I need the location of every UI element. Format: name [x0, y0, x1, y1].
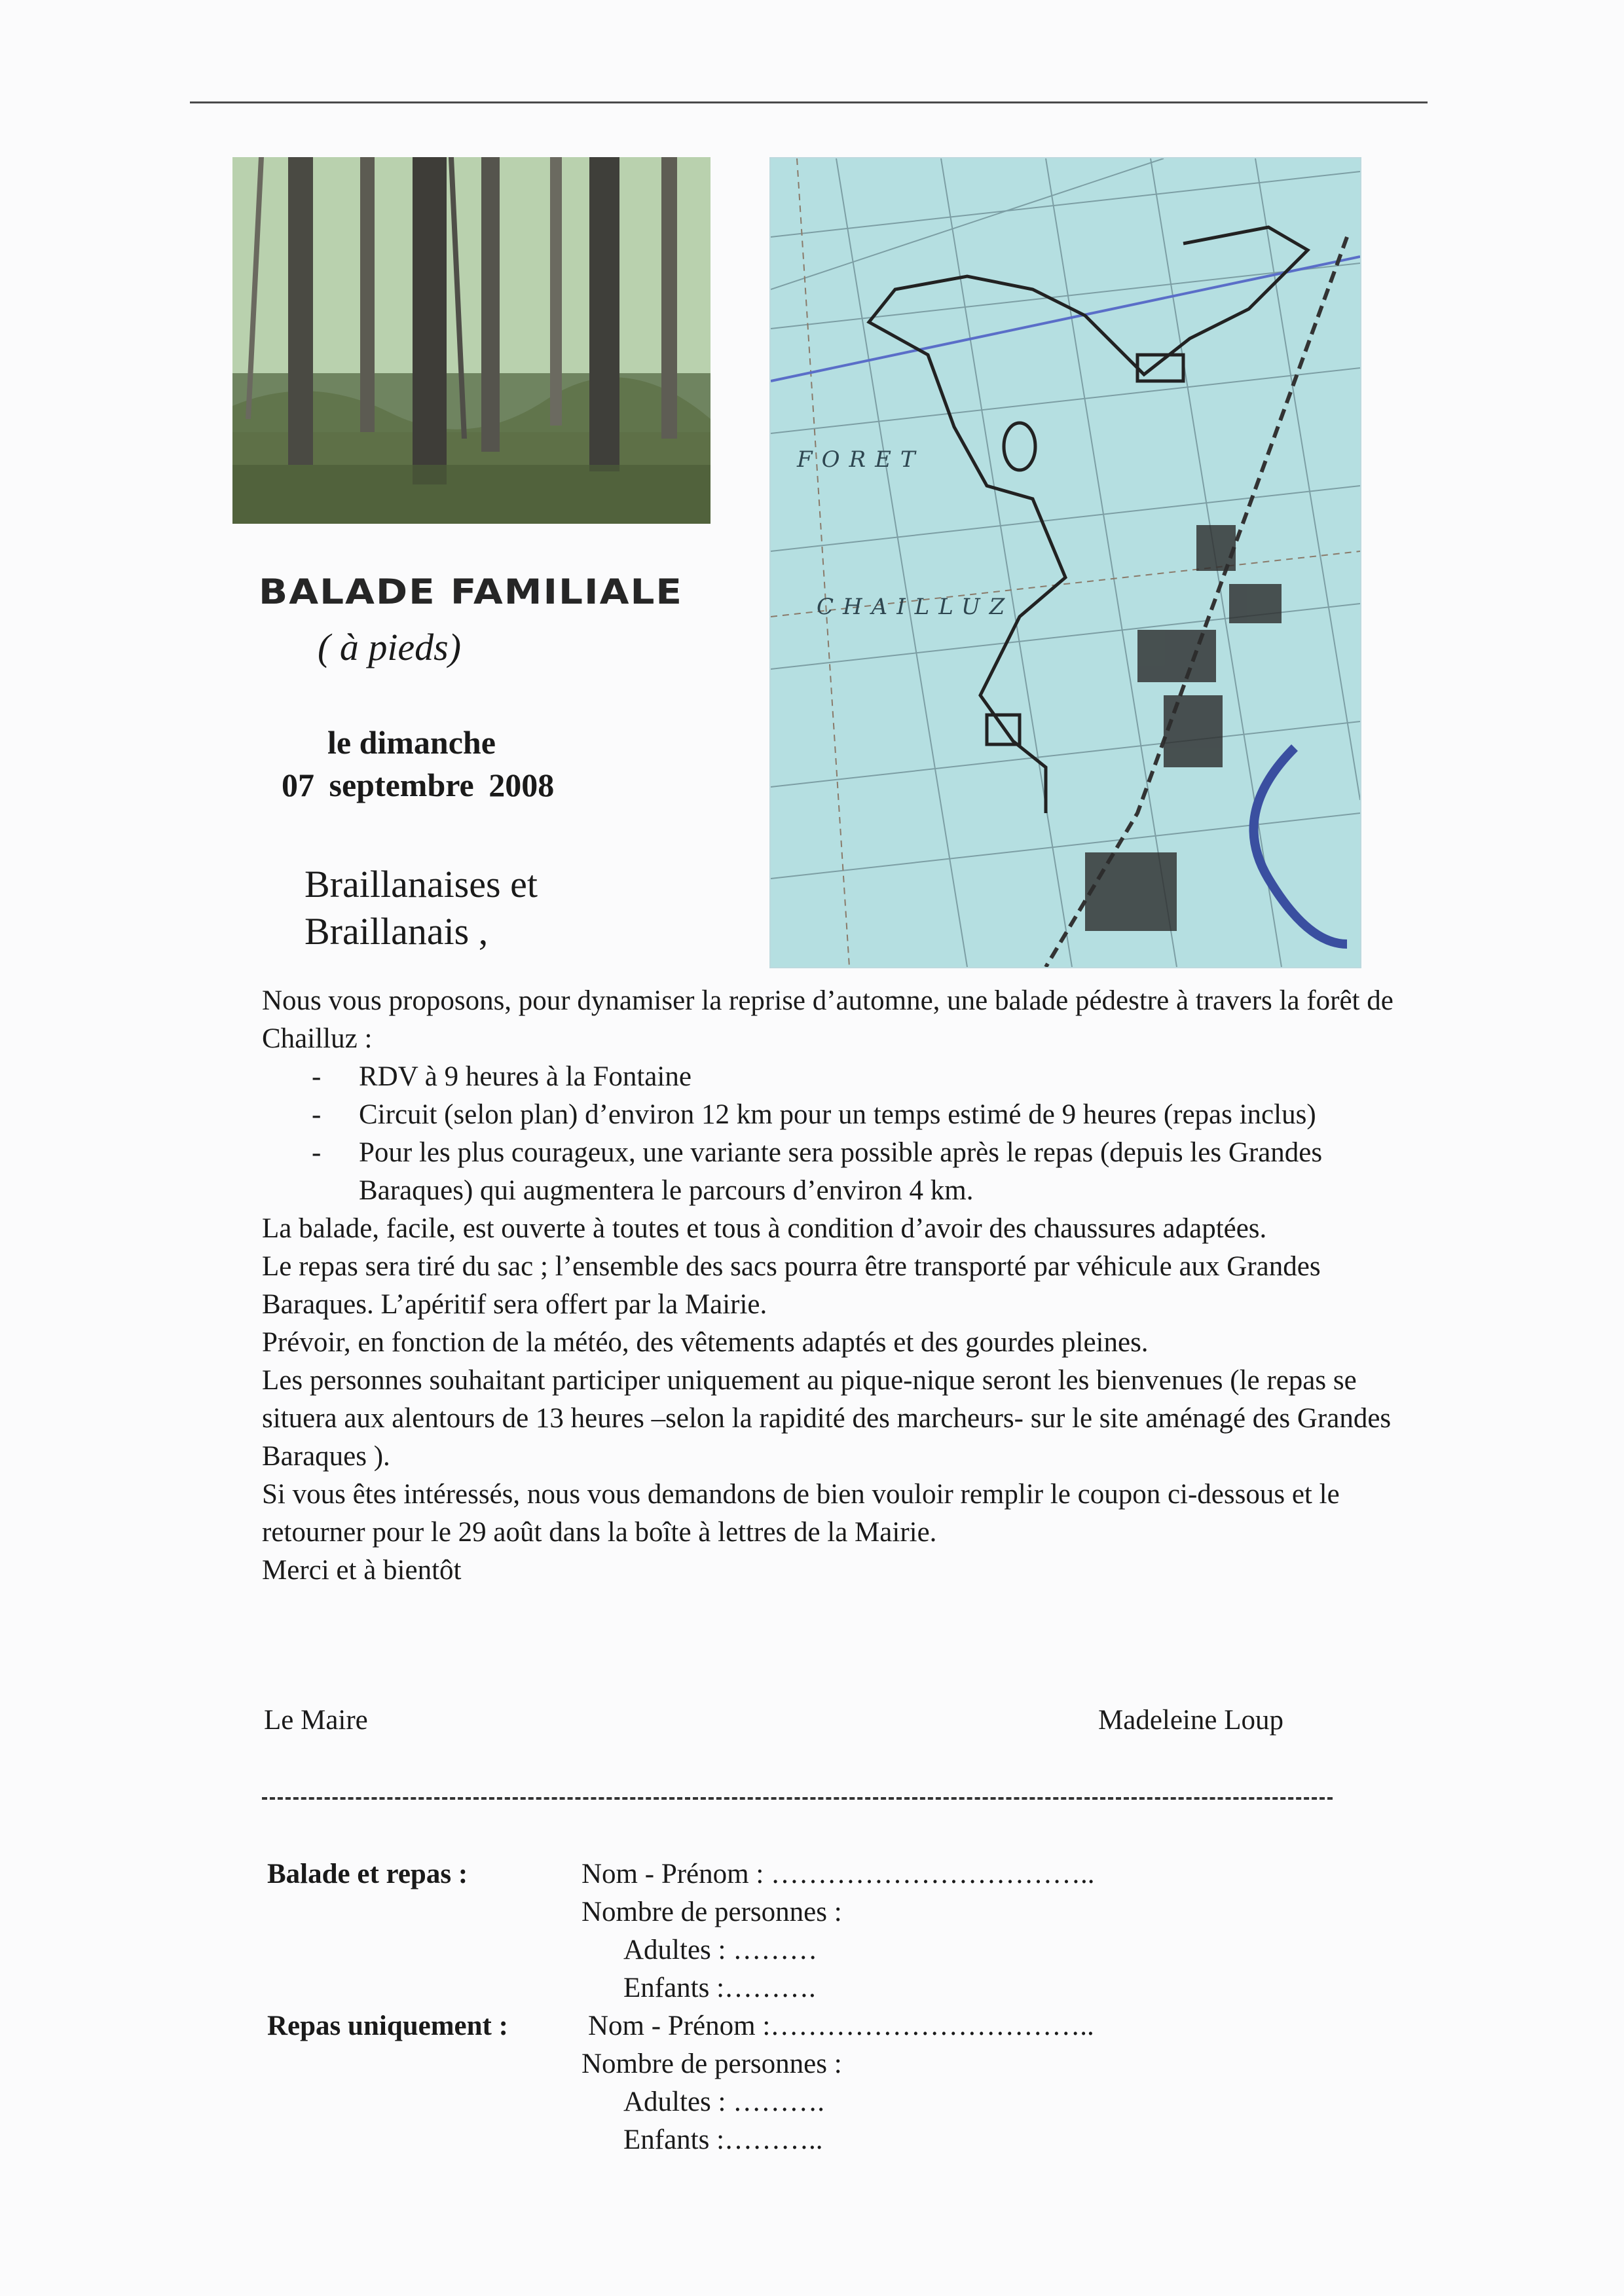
signature-title: Le Maire	[264, 1705, 368, 1736]
forest-image	[232, 157, 710, 524]
forest-photo	[232, 157, 710, 524]
letter-body	[262, 982, 1401, 1590]
children-field-repas[interactable]: Enfants :………..	[623, 2124, 823, 2155]
count-label-repas: Nombre de personnes :	[581, 2049, 842, 2079]
event-subtitle: ( à pieds)	[318, 626, 462, 668]
paragraph: Le repas sera tiré du sac ; l’ensemble des sacs pourra être transporté par véhicule aux Grandes Baraques. L’apéritif sera offert par la Mairie.	[262, 1251, 1321, 1320]
map-image	[771, 158, 1360, 967]
map-label-foret: FORET	[797, 446, 925, 473]
event-date: 07 septembre 2008	[282, 767, 555, 803]
signature-name: Madeleine Loup	[1098, 1705, 1283, 1736]
adults-field-balade[interactable]: Adultes : ………	[623, 1935, 818, 1965]
top-rule	[190, 101, 1428, 103]
name-field-repas[interactable]: Nom - Prénom :……………………………..	[588, 2011, 1094, 2041]
adults-field-repas[interactable]: Adultes : ……….	[623, 2086, 824, 2117]
greeting	[304, 861, 538, 955]
children-field-balade[interactable]: Enfants :……….	[623, 1973, 816, 2003]
map-label-chailluz: CHAILLUZ	[817, 594, 1014, 620]
closing-line: Merci et à bientôt	[262, 1555, 462, 1586]
list-item: - Circuit (selon plan) d’environ 12 km pour un temps estimé de 9 heures (repas inclus)	[262, 1096, 1401, 1134]
paragraph: La balade, facile, est ouverte à toutes et tous à condition d’avoir des chaussures adaptées.	[262, 1213, 1267, 1244]
count-label-balade: Nombre de personnes :	[581, 1897, 842, 1927]
greeting-line-2: Braillanais ,	[304, 910, 489, 953]
coupon-label-repas: Repas uniquement :	[267, 2011, 508, 2041]
coupon-cut-line	[262, 1797, 1333, 1800]
event-title: BALADE FAMILIALE	[259, 572, 684, 612]
list-item: - RDV à 9 heures à la Fontaine	[262, 1058, 1401, 1096]
name-field-balade[interactable]: Nom - Prénom : ……………………………..	[581, 1859, 1095, 1889]
coupon-label-balade: Balade et repas :	[267, 1859, 468, 1889]
paragraph: Prévoir, en fonction de la météo, des vêtements adaptés et des gourdes pleines.	[262, 1327, 1149, 1358]
paragraph: Si vous êtes intéressés, nous vous demandons de bien vouloir remplir le coupon ci-dessous et le retourner pour le 29 août dans la boîte à lettres de la Mairie.	[262, 1479, 1340, 1548]
greeting-line-1: Braillanaises et	[304, 863, 538, 905]
list-item: - Pour les plus courageux, une variante sera possible après le repas (depuis les Grandes Baraques) qui augmentera le parcours d’environ 4 km.	[262, 1134, 1401, 1210]
event-day: le dimanche	[327, 724, 496, 761]
paragraph: Les personnes souhaitant participer uniquement au pique-nique seront les bienvenues (le repas se situera aux alentours de 13 heures –selon la rapidité des marcheurs- sur le site aménagé des Grandes Baraques ).	[262, 1365, 1392, 1472]
hiking-route-map	[769, 157, 1361, 968]
intro-paragraph: Nous vous proposons, pour dynamiser la reprise d’automne, une balade pédestre à travers la forêt de Chailluz :	[262, 985, 1393, 1054]
program-list	[262, 1058, 1401, 1210]
